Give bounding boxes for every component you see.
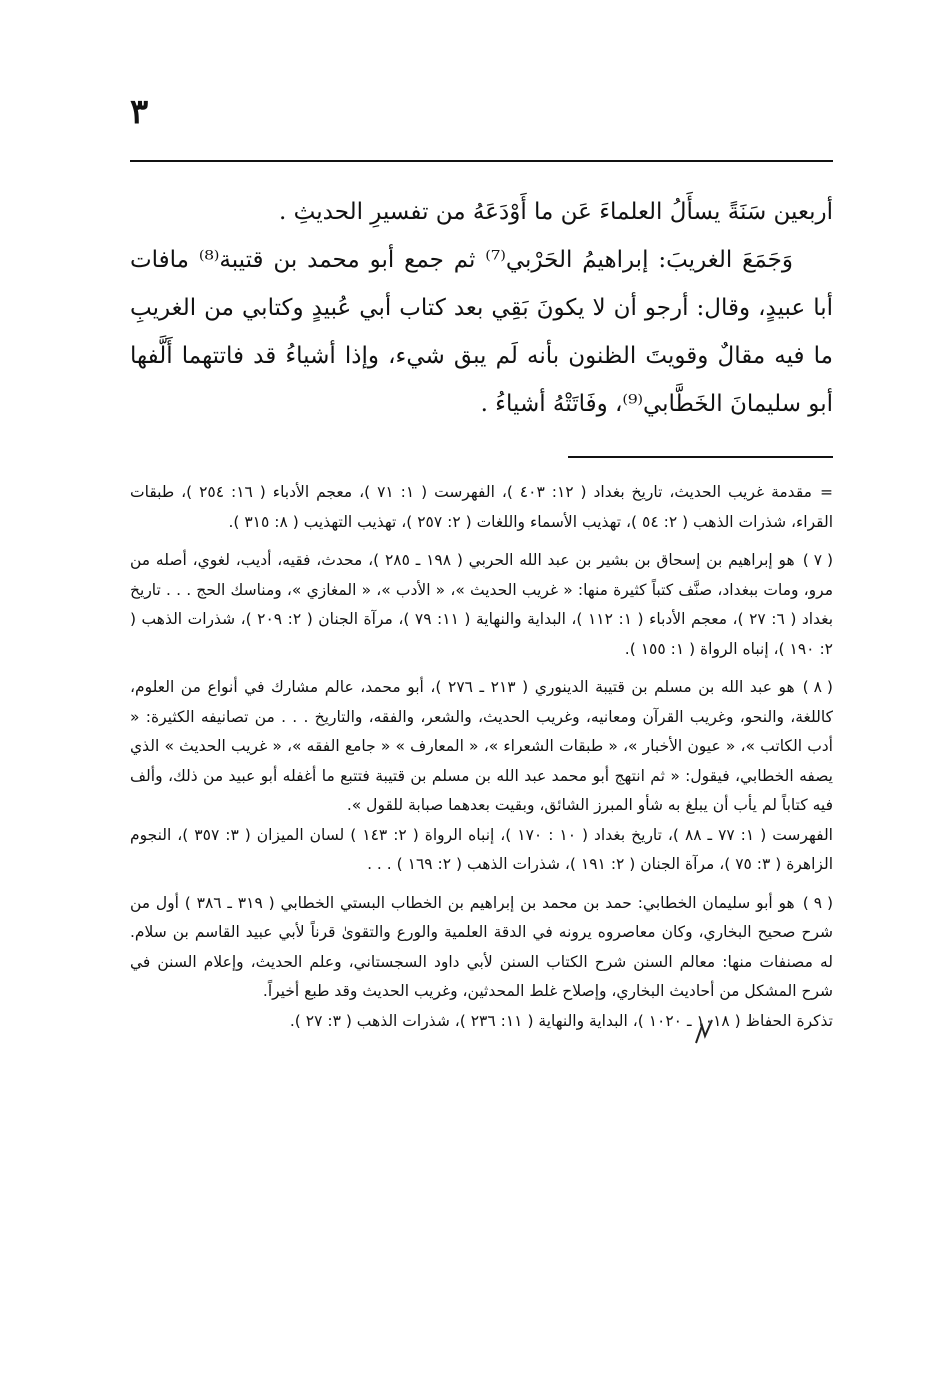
footnote-8 <box>130 673 833 880</box>
main-text <box>130 188 833 428</box>
footnote-marker: ( ٨ ) <box>802 678 833 696</box>
footnote-7 <box>130 546 833 664</box>
footnote-text: هو عبد الله بن مسلم بن قتيبة الدينوري ( ٢١٣ ـ ٢٧٦ )، أبو محمد، عالم مشارك في أنواع من العلوم، كاللغة، والنحو، وغريب القرآن ومعانيه، وغريب الحديث، والشعر، والفقه، والتاريخ . . . من تصانيفه الكثيرة: « أدب الكاتب »، « عيون الأخبار »، « طبقات الشعراء »، « المعارف » « جامع الفقه »، « غريب الحديث » الذي يصفه الخطابي، فيقول: « ثم انتهج أبو محمد عبد الله بن مسلم بن قتيبة فتتبع ما أغفله أبو عبيد من ذلك، وألف فيه كتاباً لم يأب أن يبلغ به شأو المبرز الشائق، وبقيت بعدهما صبابة للقول ». <box>130 678 833 814</box>
footnote-text: هو إبراهيم بن إسحاق بن بشير بن عبد الله الحربي ( ١٩٨ ـ ٢٨٥ )، محدث، فقيه، أديب، لغوي، أصله من مرو، ومات ببغداد، صنَّف كتباً كثيرة منها: « غريب الحديث »، « الأدب »، « المغازي »، ومناسك الحج . . . تاريخ بغداد ( ٦: ٢٧ )، معجم الأدباء ( ١: ١١٢ )، البداية والنهاية ( ١١: ٧٩ )، مرآة الجنان ( ٢: ٢٠٩ )، شذرات الذهب ( ٢: ١٩٠ )، إنباه الرواة ( ١: ١٥٥ ). <box>130 551 834 658</box>
page-number: ٣ <box>130 92 149 132</box>
footnote-marker: ( ٧ ) <box>802 551 833 569</box>
footnote-rule <box>568 456 833 458</box>
main-paragraph-1: أربعين سَنَةً يسأَلُ العلماءَ عَن ما أَوْدَعَهُ من تفسيرِ الحديثِ . <box>279 199 833 225</box>
footnote-text: مقدمة غريب الحديث، تاريخ بغداد ( ١٢: ٤٠٣ )، الفهرست ( ١: ٧١ )، معجم الأدباء ( ١٦: ٢٥٤ )، طبقات القراء، شذرات الذهب ( ٢: ٥٤ )، تهذيب الأسماء واللغات ( ٢: ٢٥٧ )، تهذيب التهذيب ( ٨: ٣١٥ ). <box>130 483 833 531</box>
main-paragraph-2: وَجَمَعَ الغريبَ: إبراهيمُ الحَرْبي⁽⁷⁾ ثم جمع أبو محمد بن قتيبة⁽⁸⁾ مافات أبا عبيدٍ، وقال: أرجو أن لا يكونَ بَقِي بعد كتاب أبي عُبيدٍ وكتابي من الغريبِ ما فيه مقالٌ وقويتَ الظنون بأنه لَم يبق شيء، وإذا أشياءُ قد فاتتهما أَلَّفها أبو سليمانَ الخَطَّابي⁽⁹⁾، وفَاتَتْهُ أشياءُ . <box>130 247 833 417</box>
header-rule <box>130 160 833 162</box>
footnote-sources: الفهرست ( ١: ٧٧ ـ ٨٨ )، تاريخ بغداد ( ١٠ : ١٧٠ )، إنباه الرواة ( ٢: ١٤٣ ) لسان الميزان ( ٣: ٣٥٧ )، النجوم الزاهرة ( ٣: ٧٥ )، مرآة الجنان ( ٢: ١٩١ )، شذرات الذهب ( ٢: ١٦٩ ) . . . <box>130 825 833 873</box>
footnote-marker: = <box>819 483 833 501</box>
footnote-9 <box>130 889 833 1037</box>
footnote-sources: تذكرة الحفاظ ( ١٠١٨ ـ ١٠٢٠ )، البداية والنهاية ( ١١: ٢٣٦ )، شذرات الذهب ( ٣: ٢٧ ). <box>289 1011 833 1030</box>
footnote-marker: ( ٩ ) <box>802 893 834 912</box>
footnote-text: هو أبو سليمان الخطابي: حمد بن محمد بن إبراهيم بن الخطاب البستي الخطابي ( ٣١٩ ـ ٣٨٦ ) أول من شرح صحيح البخاري، وكان معاصروه يرونه في الدقة العلمية والورع والتقوىٰ قرناً لأبي عبيد القاسم بن سلام. له مصنفات منها: معالم السنن شرح الكتاب السنن لأبي داود السجستاني، وعلم الحديث، وإعلام السنن في شرح المشكل من أحاديث البخاري، وإصلاح غلط المحدثين، وغريب الحديث وقد طبع أخيراً. <box>130 893 833 1000</box>
footnote-continued <box>130 478 833 537</box>
handwritten-check-mark <box>693 1017 715 1047</box>
footnotes <box>130 478 833 1045</box>
